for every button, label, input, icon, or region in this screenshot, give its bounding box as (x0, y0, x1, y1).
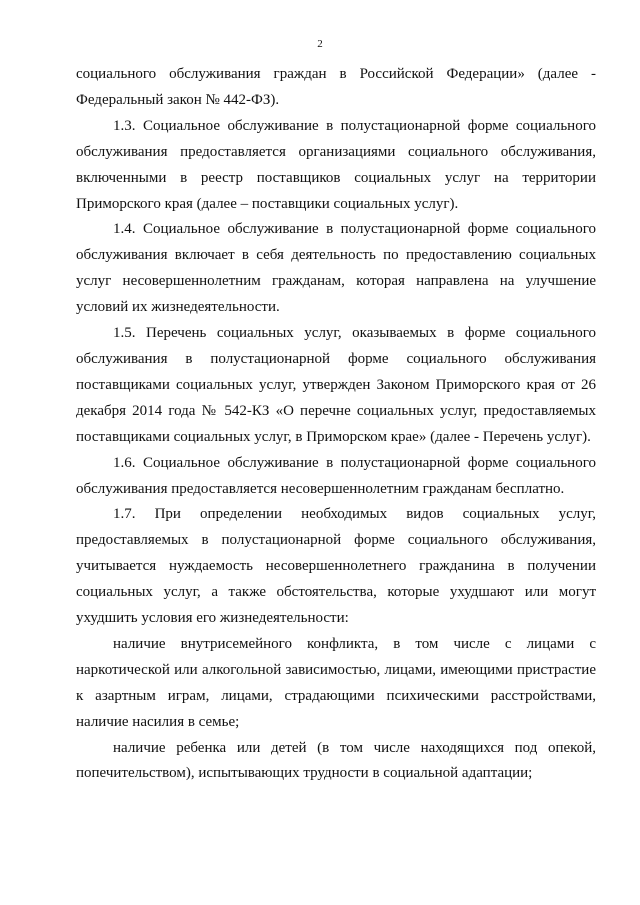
paragraph-1-7: 1.7. При определении необходимых видов социальных услуг, предоставляемых в полустационарной форме социального обслуживания, учитывается нуждаемость несовершеннолетнего гражданина в получении социальных услуг, а также обстоятельства, которые ухудшают или могут ухудшить условия его жизнедеятельности: (76, 506, 596, 627)
paragraph-conflict-item: наличие внутрисемейного конфликта, в том числе с лицами с наркотической или алкогольной зависимостью, лицами, имеющими пристрастие к азартным играм, лицами, страдающими психическими расстройствами, наличие насилия в семье; (76, 635, 596, 730)
paragraph-1-3: 1.3. Социальное обслуживание в полустационарной форме социального обслуживания предоставляется организациями социального обслуживания, включенными в реестр поставщиков социальных услуг на территории Приморского края (далее – поставщики социальных услуг). (76, 117, 596, 212)
paragraph-child-adaptation-item: наличие ребенка или детей (в том числе находящихся под опекой, попечительством), испытывающих трудности в социальной адаптации; (76, 739, 596, 782)
page-number: 2 (317, 38, 323, 50)
paragraph-continuation: социального обслуживания граждан в Российской Федерации» (далее - Федеральный закон № 442-ФЗ). (76, 66, 596, 108)
paragraph-1-6: 1.6. Социальное обслуживание в полустационарной форме социального обслуживания предоставляется несовершеннолетним гражданам бесплатно. (76, 454, 596, 497)
paragraph-1-5: 1.5. Перечень социальных услуг, оказываемых в форме социального обслуживания в полустационарной форме социального обслуживания поставщиками социальных услуг, утвержден Законом Приморского края от 26 декабря 2014 года № 542-КЗ «О перечне социальных услуг, предоставляемых поставщиками социальных услуг, в Приморском крае» (далее - Перечень услуг). (76, 325, 596, 445)
document-body (76, 62, 596, 787)
paragraph-1-4: 1.4. Социальное обслуживание в полустационарной форме социального обслуживания включает в себя деятельность по предоставлению социальных услуг несовершеннолетним гражданам, которая направлена на улучшение условий их жизнедеятельности. (76, 221, 596, 316)
